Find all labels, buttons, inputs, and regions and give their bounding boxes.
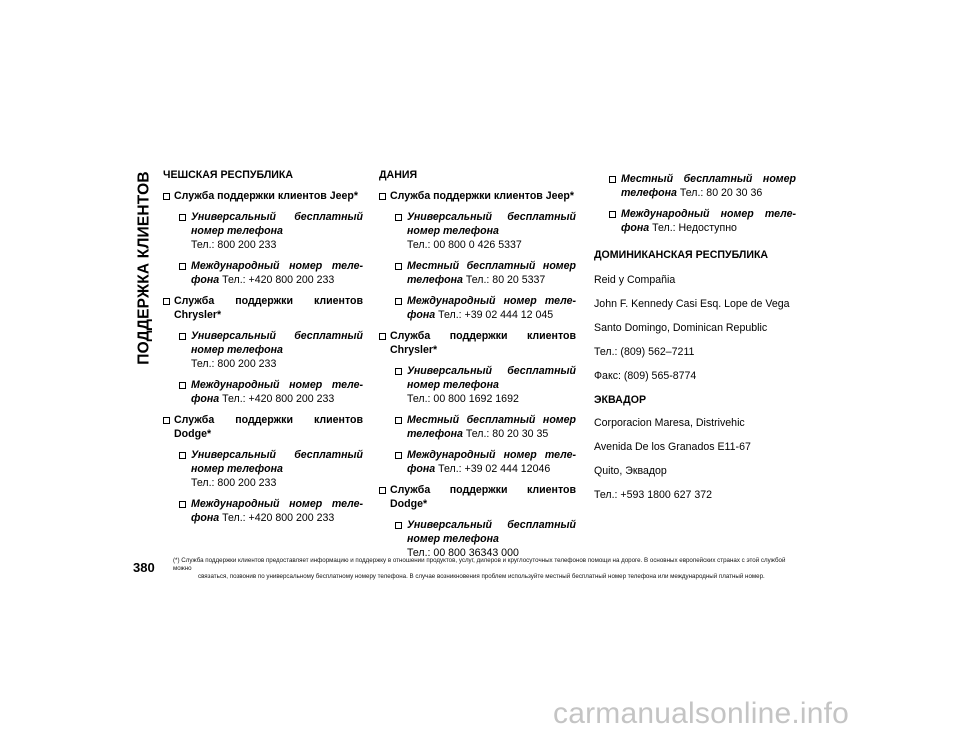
- checkbox-icon: [179, 333, 186, 340]
- czech-chrysler-intl: Международный номер теле- фона Тел.: +420 800 200 233: [191, 378, 363, 406]
- denmark-dodge-universal: Универсальный бесплатный номер телефона Тел.: 00 800 36343 000: [407, 518, 576, 560]
- denmark-jeep-universal: Универсальный бесплатный номер телефона Тел.: 00 800 0 426 5337: [407, 210, 576, 252]
- checkbox-icon: [395, 263, 402, 270]
- dominican-line: Reid y Compañia: [594, 274, 676, 286]
- page-number: 380: [133, 560, 155, 575]
- heading-czech: ЧЕШСКАЯ РЕСПУБЛИКА: [163, 169, 293, 181]
- czech-dodge-intl: Международный номер теле- фона Тел.: +420 800 200 233: [191, 497, 363, 525]
- checkbox-icon: [379, 487, 386, 494]
- checkbox-icon: [379, 193, 386, 200]
- ecuador-line: Quito, Эквадор: [594, 465, 667, 477]
- footnote-line-2: связаться, позвонив по универсальному бесплатному номеру телефона. В случае возникновения проблем используйте местный бесплатный номер телефона или международный платный номер.: [198, 573, 765, 580]
- denmark-chrysler-local: Местный бесплатный номер телефона Тел.: 80 20 30 35: [407, 413, 576, 441]
- dominican-line: John F. Kennedy Casi Esq. Lope de Vega: [594, 298, 790, 310]
- dominican-line: Тел.: (809) 562–7211: [594, 346, 695, 358]
- denmark-jeep-local: Местный бесплатный номер телефона Тел.: 80 20 5337: [407, 259, 576, 287]
- czech-dodge-universal: Универсальный бесплатный номер телефона Тел.: 800 200 233: [191, 448, 363, 490]
- checkbox-icon: [179, 501, 186, 508]
- denmark-dodge-title: Служба поддержки клиентов Dodge*: [379, 483, 576, 511]
- checkbox-icon: [163, 417, 170, 424]
- heading-denmark: ДАНИЯ: [379, 169, 418, 181]
- side-title-text: ПОДДЕРЖКА КЛИЕНТОВ: [136, 171, 153, 365]
- checkbox-icon: [179, 382, 186, 389]
- denmark-chrysler-title: Служба поддержки клиентов Chrysler*: [379, 329, 576, 357]
- column-czech: [163, 168, 363, 532]
- denmark-chrysler-universal: Универсальный бесплатный номер телефона Тел.: 00 800 1692 1692: [407, 364, 576, 406]
- checkbox-icon: [609, 211, 616, 218]
- ecuador-line: Тел.: +593 1800 627 372: [594, 489, 713, 501]
- denmark-jeep-intl: Международный номер теле- фона Тел.: +39 02 444 12 045: [407, 294, 576, 322]
- checkbox-icon: [609, 176, 616, 183]
- czech-chrysler-title: Служба поддержки клиентов Chrysler*: [163, 294, 363, 322]
- czech-dodge-title: Служба поддержки клиентов Dodge*: [163, 413, 363, 441]
- dodge-local: Местный бесплатный номер телефона Тел.: 80 20 30 36: [621, 172, 796, 200]
- checkbox-icon: [395, 298, 402, 305]
- czech-jeep-universal: Универсальный бесплатный номер телефона Тел.: 800 200 233: [191, 210, 363, 252]
- czech-jeep-intl: Международный номер теле- фона Тел.: +420 800 200 233: [191, 259, 363, 287]
- checkbox-icon: [395, 452, 402, 459]
- dominican-line: Факс: (809) 565-8774: [594, 370, 697, 382]
- column-denmark: [379, 168, 576, 567]
- denmark-chrysler-intl: Международный номер теле- фона Тел.: +39 02 444 12046: [407, 448, 576, 476]
- dominican-line: Santo Domingo, Dominican Republic: [594, 322, 768, 334]
- checkbox-icon: [395, 522, 402, 529]
- dodge-intl: Международный номер теле- фона Тел.: Недоступно: [621, 207, 796, 235]
- checkbox-icon: [163, 298, 170, 305]
- footnote: [173, 557, 798, 581]
- ecuador-line: Avenida De los Granados E11-67: [594, 441, 751, 453]
- checkbox-icon: [379, 333, 386, 340]
- checkbox-icon: [163, 193, 170, 200]
- czech-jeep-title: Служба поддержки клиентов Jeep*: [163, 189, 363, 203]
- checkbox-icon: [395, 214, 402, 221]
- heading-ecuador: ЭКВАДОР: [594, 394, 647, 406]
- checkbox-icon: [395, 368, 402, 375]
- czech-chrysler-universal: Универсальный бесплатный номер телефона Тел.: 800 200 233: [191, 329, 363, 371]
- checkbox-icon: [179, 214, 186, 221]
- ecuador-line: Corporacion Maresa, Distrivehic: [594, 417, 745, 429]
- footnote-line-1: (*) Служба поддержки клиентов предоставляет информацию и поддержку в отношении продуктов, услуг, дилеров и круглосуточных телефонов помощи на дороге. В основных европейских странах с этой службой можно: [173, 557, 786, 572]
- heading-dominican: ДОМИНИКАНСКАЯ РЕСПУБЛИКА: [594, 249, 769, 261]
- watermark: carmanualsonline.info: [553, 697, 850, 730]
- column-3: [594, 172, 796, 512]
- checkbox-icon: [179, 263, 186, 270]
- checkbox-icon: [179, 452, 186, 459]
- denmark-jeep-title: Служба поддержки клиентов Jeep*: [379, 189, 576, 203]
- section-side-title: [128, 168, 162, 368]
- checkbox-icon: [395, 417, 402, 424]
